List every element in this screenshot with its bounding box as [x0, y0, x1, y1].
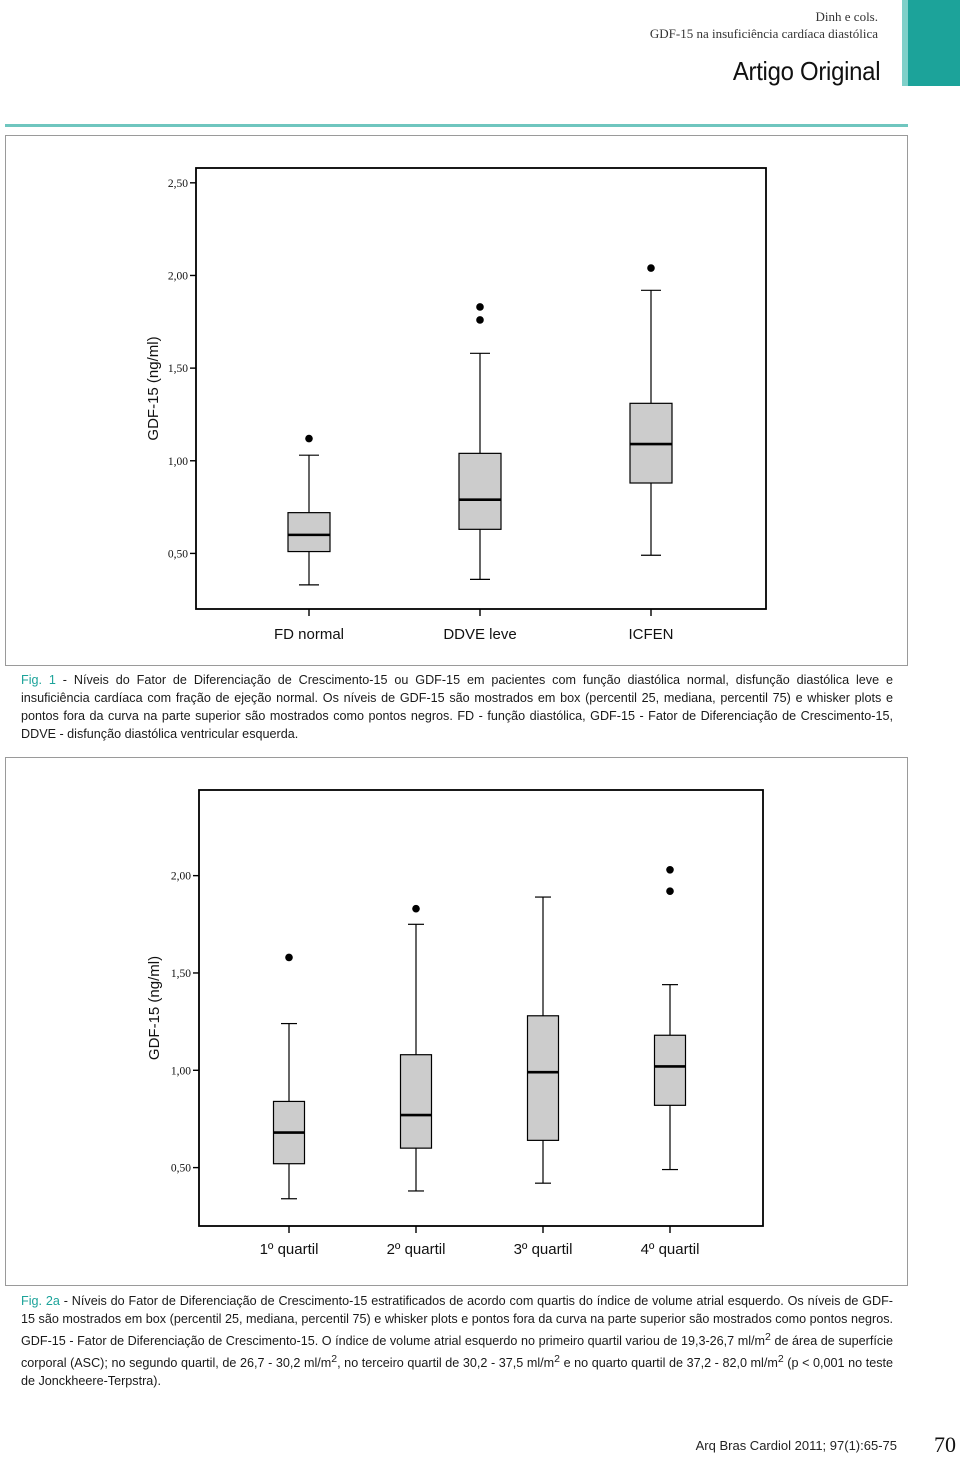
- figure-2-boxplot: [6, 758, 907, 1285]
- x-tick-label: DDVE leve: [443, 626, 517, 643]
- y-tick-label: 0,50: [167, 548, 188, 561]
- outlier-point: [305, 435, 313, 443]
- running-header: [650, 8, 878, 42]
- journal-citation: Arq Bras Cardiol 2011; 97(1):65-75: [695, 1438, 897, 1453]
- outlier-point: [285, 954, 293, 962]
- figure-2-caption-part-2: de área de superfície corporal (ASC); no segundo quartil, de 26,7 - 30,2 ml/m: [21, 1334, 893, 1371]
- x-tick-label: 3º quartil: [513, 1241, 573, 1258]
- superscript: 2: [331, 1353, 338, 1366]
- x-tick-label: 2º quartil: [386, 1241, 446, 1258]
- figure-1-caption: [21, 671, 893, 743]
- outlier-point: [412, 905, 420, 913]
- y-tick-label: 2,50: [167, 177, 188, 190]
- box-iqr: [459, 453, 501, 529]
- box-iqr: [528, 1016, 559, 1141]
- y-tick-label: 1,00: [167, 455, 188, 468]
- page-number: 70: [934, 1432, 956, 1457]
- figure-2-frame: [5, 757, 908, 1286]
- box-iqr: [288, 513, 330, 552]
- box-iqr: [655, 1035, 686, 1105]
- figure-2-caption-part-4: e no quarto quartil de 37,2 - 82,0 ml/m: [559, 1356, 778, 1371]
- outlier-point: [476, 316, 484, 324]
- section-title: Artigo Original: [732, 56, 880, 86]
- figure-1-caption-text: - Níveis do Fator de Diferenciação de Crescimento-15 ou GDF-15 em pacientes com função diastólica normal, disfunção diastólica leve e insuficiência cardíaca com fração de ejeção normal. Os níveis de GDF-15 são mostrados em box (percentil 25, mediana, percentil 75) e whisker plots e pontos fora da curva na parte superior são mostrados como pontos negros. FD - função diastólica, GDF-15 - Fator de Diferenciação de Crescimento-15, DDVE - disfunção diastólica ventricular esquerda.: [21, 673, 893, 741]
- box-iqr: [401, 1055, 432, 1148]
- y-tick-label: 2,00: [167, 270, 188, 283]
- outlier-point: [666, 866, 674, 874]
- figure-2-caption-part-3: , no terceiro quartil de 30,2 - 37,5 ml/m: [337, 1356, 555, 1371]
- superscript: 2: [765, 1331, 771, 1343]
- header-accent-block: [908, 0, 960, 86]
- superscript: 2: [554, 1353, 560, 1366]
- x-tick-label: 4º quartil: [640, 1241, 700, 1258]
- y-tick-label: 1,00: [170, 1065, 191, 1078]
- y-axis-label: GDF-15 (ng/ml): [145, 336, 162, 441]
- y-axis-label: GDF-15 (ng/ml): [146, 955, 163, 1061]
- y-tick-label: 1,50: [167, 363, 188, 376]
- x-tick-label: FD normal: [273, 626, 345, 643]
- y-tick-label: 1,50: [170, 967, 191, 980]
- header-authors: Dinh e cols.: [815, 9, 878, 24]
- figure-2-label: Fig. 2a: [21, 1294, 60, 1308]
- header-running-title: GDF-15 na insuficiência cardíaca diastólica: [649, 26, 878, 41]
- outlier-point: [666, 887, 674, 895]
- figure-1-label: Fig. 1: [21, 673, 56, 687]
- outlier-point: [647, 264, 655, 272]
- figure-2-caption-part-5: (p < 0,001 no teste de Jonckheere-Terpstra).: [21, 1356, 894, 1389]
- figure-2-caption-part-1: - Níveis do Fator de Diferenciação de Crescimento-15 estratificados de acordo com quartis do índice de volume atrial esquerdo. Os níveis de GDF-15 são mostrados em box (percentil 25, mediana, percentil 75) e whisker plots e pontos fora da curva na parte superior são mostrados como pontos negros. GDF-15 - Fator de Diferenciação de Crescimento-15. O índice de volume atrial esquerdo no primeiro quartil variou de 19,3-26,7 ml/m: [21, 1294, 893, 1349]
- superscript: 2: [777, 1353, 784, 1366]
- x-tick-label: 1º quartil: [259, 1241, 319, 1258]
- y-tick-label: 2,00: [170, 870, 191, 883]
- outlier-point: [476, 303, 484, 311]
- x-tick-label: ICFEN: [628, 626, 674, 643]
- y-tick-label: 0,50: [170, 1162, 191, 1175]
- figure-1-boxplot: [6, 136, 907, 665]
- header-divider: [5, 124, 908, 127]
- plot-area-frame: [196, 168, 766, 609]
- figure-2-caption: [21, 1292, 893, 1390]
- figure-1-frame: [5, 135, 908, 666]
